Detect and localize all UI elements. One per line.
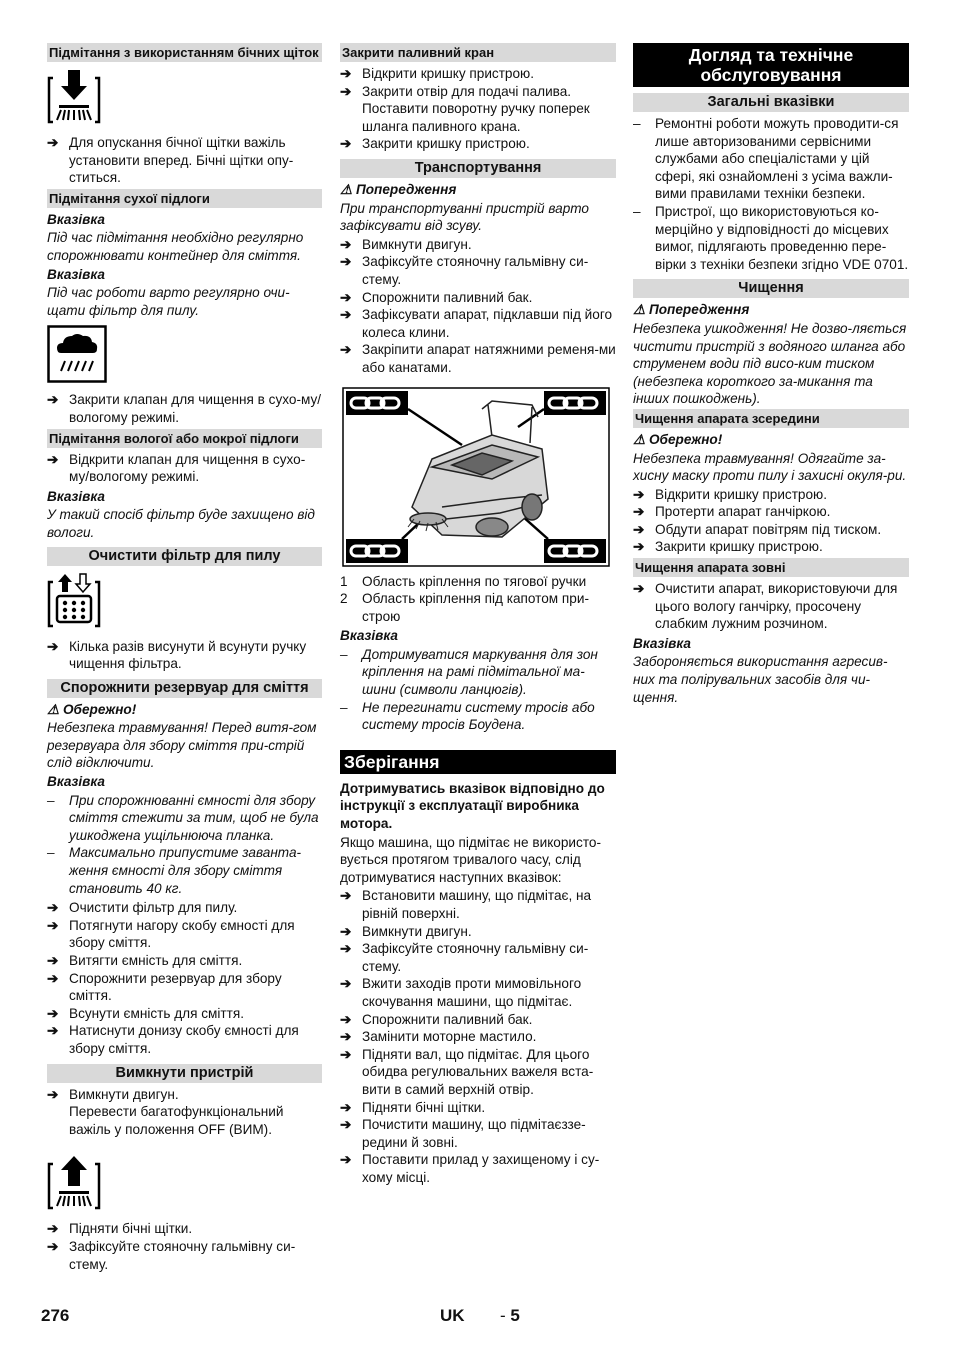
warning-triangle-icon: ⚠: [633, 431, 646, 447]
list-item: ➔ Закрити отвір для подачі палива. Поставити поворотну ручку поперек шланга паливного крана.: [340, 83, 590, 134]
heading-general-notes: Загальні вказівки: [633, 93, 909, 112]
heading-fuel-valve: Закрити паливний кран: [340, 43, 616, 62]
note-label: Вказівка: [47, 211, 105, 227]
warning-triangle-icon: ⚠: [340, 181, 353, 197]
off-steps-2: [47, 1220, 322, 1273]
general-notes: [633, 115, 909, 273]
list-item: ➔ Поставити прилад у захищеному і су-хому місці.: [340, 1152, 600, 1185]
section-page: [500, 1306, 520, 1326]
brush-lower-icon: [47, 68, 101, 126]
list-item: ➔ Зафіксуйте стояночну гальмівну си-стему.: [47, 1238, 296, 1272]
list-item: ➔ Відкрити клапан для чищення в сухо-му/вологому режимі.: [47, 451, 306, 485]
machine-tie-down-diagram: [342, 387, 610, 567]
heading-side-brush: Підмітання з використанням бічних щіток: [47, 43, 322, 62]
list-item: – При спорожнюванні ємності для збору сміття стежити за тим, щоб не була ушкоджена ущільнююча планка.: [47, 792, 319, 843]
list-item: ➔ Замінити моторне мастило.: [340, 1029, 537, 1045]
warning-triangle-icon: ⚠: [633, 302, 646, 318]
storage-steps: [340, 887, 616, 1186]
list-item: ➔ Вимкнути двигун. Перевести багатофункціональний важіль у положення OFF (ВИМ).: [47, 1086, 284, 1137]
list-item: – Ремонтні роботи можуть проводити-ся лише авторизованими сервісними службами або спеціалістами у цій сфері, які ознайомлені з усіма важли-вими правилами техніки безпеки.: [633, 116, 899, 202]
note-text: Під час підмітання необхідно регулярно спорожнювати контейнер для сміття.: [47, 230, 304, 263]
list-item: ➔ Почистити машину, що підмітаєззе-редини й зовні.: [340, 1117, 586, 1150]
list-item: – Не перегинати систему тросів або систему тросів Боудена.: [340, 699, 595, 733]
list-item: ➔ Обдути апарат повітрям під тиском.: [633, 521, 882, 537]
heading-wet-floor: Підмітання вологої або мокрої підлоги: [47, 429, 322, 448]
caution-label: ⚠ Обережно!: [633, 431, 723, 447]
chain-icon: [346, 539, 408, 563]
side-brush-steps: [47, 134, 322, 187]
heading-empty-container: Спорожнити резервуар для сміття: [47, 679, 322, 698]
heading-cleaning: Чищення: [633, 279, 909, 298]
chain-icon: [346, 391, 408, 415]
outside-steps: [633, 580, 909, 633]
list-item: ➔ Спорожнити резервуар для збору сміття.: [47, 970, 282, 1004]
heading-storage: Зберігання: [340, 750, 616, 774]
chain-icon: [544, 391, 606, 415]
list-item: ➔ Вимкнути двигун.: [340, 236, 472, 252]
list-item: ➔ Встановити машину, що підмітає, на рівній поверхні.: [340, 888, 592, 921]
note-text: Забороняється використання агресив-них та полірувальних засобів для чи-щення.: [633, 654, 888, 705]
wet-steps: [47, 451, 322, 486]
list-item: ➔ Підняти бічні щітки.: [340, 1099, 486, 1115]
warning-text: При транспортуванні пристрій варто зафіксувати від зсуву.: [340, 200, 589, 234]
list-item: ➔ Потягнути нагору скобу ємності для збору сміття.: [47, 917, 295, 951]
list-item: ➔ Зафіксуйте стояночну гальмівну си-стему.: [340, 254, 589, 287]
warning-text: Небезпека ушкодження! Не дозво-ляється чистити пристрій з водяного шланга або струменем води під висо-ким тиском (небезпека короткого за-микання та інших пошкоджень).: [633, 320, 907, 407]
list-item: – Пристрої, що використовуються ко-мерційно у відповідності до місцевих вимог, підлягають проведенню пере-вірки з техніки безпеки згідно VDE 0701.: [633, 203, 909, 272]
fuel-steps: [340, 65, 616, 153]
list-item: ➔ Зафіксувати апарат, підклавши під його колеса клини.: [340, 307, 613, 340]
list-item: ➔ Натиснути донизу скобу ємності для збору сміття.: [47, 1023, 299, 1056]
empty-notes: [47, 792, 322, 898]
separator: -: [500, 1306, 506, 1325]
column-3: [633, 43, 909, 707]
filter-shake-icon: [47, 572, 101, 630]
column-2: [340, 43, 616, 1189]
list-item: ➔ Очистити апарат, використовуючи для цього вологу ганчірку, просочену слабким лужним розчином.: [633, 581, 898, 632]
list-item: ➔ Підняти вал, що підмітає. Для цього обидва регулювальних важеля вста-вити в самий верхній отвір.: [340, 1046, 594, 1097]
list-item: ➔ Закрити кришку пристрою.: [340, 136, 530, 152]
list-item: ➔ Очистити фільтр для пилу.: [47, 900, 238, 916]
list-item: ➔ Для опускання бічної щітки важіль установити вперед. Бічні щітки опу-ститься.: [47, 135, 294, 186]
caution-text: Небезпека травмування! Перед витя-гом резервуара для збору сміття при-стрій слід відключити.: [47, 720, 317, 771]
note-label: Вказівка: [47, 774, 105, 790]
page-number: 276: [41, 1306, 70, 1325]
note-text: Під час роботи варто регулярно очи-щати фільтр для пилу.: [47, 285, 290, 318]
list-item: ➔ Кілька разів висунути й всунути ручку чищення фільтра.: [47, 638, 307, 672]
heading-clean-outside: Чищення апарата зовні: [633, 558, 909, 577]
list-item: ➔ Вимкнути двигун.: [340, 923, 472, 939]
heading-transport: Транспортування: [340, 159, 616, 178]
note-label: Вказівка: [340, 628, 398, 644]
list-item: ➔ Закрити кришку пристрою.: [633, 539, 823, 555]
language-code: UK: [440, 1306, 465, 1325]
warning-label: ⚠ Попередження: [340, 181, 457, 197]
list-item: ➔ Підняти бічні щітки.: [47, 1221, 193, 1237]
list-item: ➔ Протерти апарат ганчіркою.: [633, 504, 831, 520]
empty-steps: [47, 899, 322, 1057]
list-item: – Максимально припустиме заванта-ження ємності для збору сміття становить 40 кг.: [47, 845, 302, 896]
inside-steps: [633, 486, 909, 556]
caution-text: Небезпека травмування! Одягайте за-хисну маску проти пилу і захисні окуля-ри.: [633, 450, 907, 484]
storage-bold-note: Дотримуватись вказівок відповідно до інструкції з експлуатації виробника мотора.: [340, 780, 605, 832]
list-item: ➔ Відкрити кришку пристрою.: [633, 486, 828, 502]
storage-intro: Якщо машина, що підмітає не використо-вується протягом тривалого часу, слід дотримуватися наступних вказівок:: [340, 834, 601, 885]
warning-triangle-icon: ⚠: [47, 701, 60, 717]
transport-steps: [340, 236, 616, 377]
note-label: Вказівка: [47, 488, 105, 504]
list-item: 1 Область кріплення по тягової ручки: [340, 573, 587, 589]
filter-steps: [47, 638, 322, 673]
list-item: ➔ Закріпити апарат натяжними ременя-ми або канатами.: [340, 342, 616, 375]
caution-label: ⚠ Обережно!: [47, 701, 137, 717]
dry-wet-flap-icon: [47, 325, 107, 383]
chain-icon: [544, 539, 606, 563]
list-item: ➔ Всунути ємність для сміття.: [47, 1005, 245, 1021]
heading-clean-filter: Очистити фільтр для пилу: [47, 547, 322, 566]
column-1: [47, 43, 322, 1275]
list-item: ➔ Спорожнити паливний бак.: [340, 289, 533, 305]
dry-steps: [47, 391, 322, 426]
brush-raise-icon: [47, 1154, 101, 1212]
warning-label: ⚠ Попередження: [633, 302, 750, 318]
off-steps: [47, 1086, 322, 1139]
tie-down-notes: [340, 646, 616, 734]
heading-clean-inside: Чищення апарата зсередини: [633, 409, 909, 428]
heading-dry-floor: Підмітання сухої підлоги: [47, 189, 322, 208]
list-item: ➔ Відкрити кришку пристрою.: [340, 66, 535, 81]
section-page-number: 5: [510, 1306, 520, 1325]
list-item: ➔ Вжити заходів проти мимовільного скочування машини, що підмітає.: [340, 976, 582, 1009]
figure-legend: [340, 573, 616, 626]
list-item: ➔ Зафіксуйте стояночну гальмівну си-стему.: [340, 941, 589, 974]
heading-maintenance: Догляд та технічне обслуговування: [633, 43, 909, 87]
note-text: У такий спосіб фільтр буде захищено від вологи.: [47, 507, 315, 540]
note-label: Вказівка: [47, 266, 105, 282]
list-item: – Дотримуватися маркування для зон кріплення на рамі підмітальної ма-шини (символи ланцюгів).: [340, 646, 598, 698]
note-label: Вказівка: [633, 635, 691, 651]
list-item: ➔ Закрити клапан для чищення в сухо-му/вологому режимі.: [47, 392, 322, 425]
list-item: ➔ Спорожнити паливний бак.: [340, 1011, 533, 1027]
heading-switch-off: Вимкнути пристрій: [47, 1064, 322, 1083]
list-item: 2 Область кріплення під капотом при-строю: [340, 591, 589, 624]
list-item: ➔ Витягти ємність для сміття.: [47, 953, 243, 968]
